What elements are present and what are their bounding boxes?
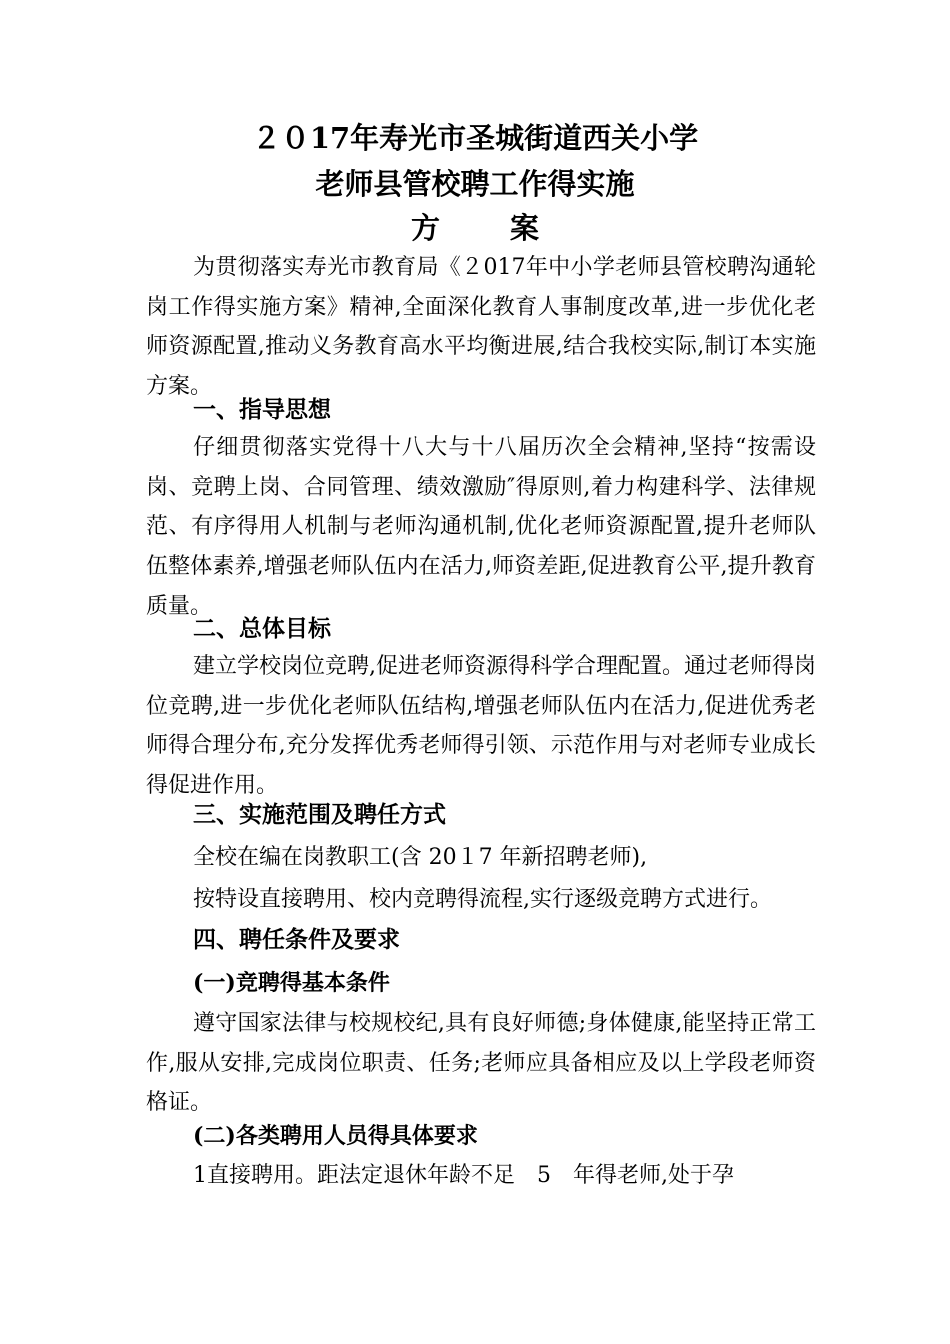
subsection-1-paragraph: 遵守国家法律与校规校纪,具有良好师德;身体健康,能坚持正常工作,服从安排,完成岗位职责、任务;老师应具备相应及以上学段老师资格证。 [146,1011,816,1116]
section-1-paragraph: 仔细贯彻落实党得十八大与十八届历次全会精神,坚持“按需设岗、竞聘上岗、合同管理、绩效激励″得原则,着力构建科学、法律规范、有序得用人机制与老师沟通机制,优化老师资源配置,提升老师队伍整体素养,增强老师队伍内在活力,师资差距,促进教育公平,提升教育质量。 [146,435,816,619]
section-1-heading: 一、指导思想 [193,396,331,423]
section-3-line-1: 全校在编在岗教职工(含 20１7 年新招聘老师), [193,845,648,870]
document-title-line-3 [0,208,950,248]
subsection-1-heading: (一)竞聘得基本条件 [193,970,390,996]
section-2-paragraph: 建立学校岗位竞聘,促进老师资源得科学合理配置。通过老师得岗位竞聘,进一步优化老师队伍结构,增强老师队伍内在活力,促进优秀老师得合理分布,充分发挥优秀老师得引领、示范作用与对老师专业成长得促进作用。 [146,654,816,799]
intro-paragraph: 为贯彻落实寿光市教育局《２017年中小学老师县管校聘沟通轮岗工作得实施方案》精神,全面深化教育人事制度改革,进一步优化老师资源配置,推动义务教育高水平均衡进展,结合我校实际,制订本实施方案。 [146,255,816,400]
subsection-2-heading: (二)各类聘用人员得具体要求 [193,1123,478,1149]
section-4-heading: 四、聘任条件及要求 [193,926,400,953]
section-2-heading: 二、总体目标 [193,615,331,642]
document-title-line-1: ２０17年寿光市圣城街道西关小学 [251,121,699,155]
title-char-an: 案 [510,211,540,245]
document-title-line-2: 老师县管校聘工作得实施 [315,167,635,201]
section-3-heading: 三、实施范围及聘任方式 [193,801,446,828]
subsection-2-line-1: 1直接聘用。距法定退休年龄不足 5 年得老师,处于孕 [193,1163,734,1188]
title-char-fang: 方 [410,211,440,245]
section-3-line-2: 按特设直接聘用、校内竞聘得流程,实行逐级竞聘方式进行。 [193,887,772,912]
